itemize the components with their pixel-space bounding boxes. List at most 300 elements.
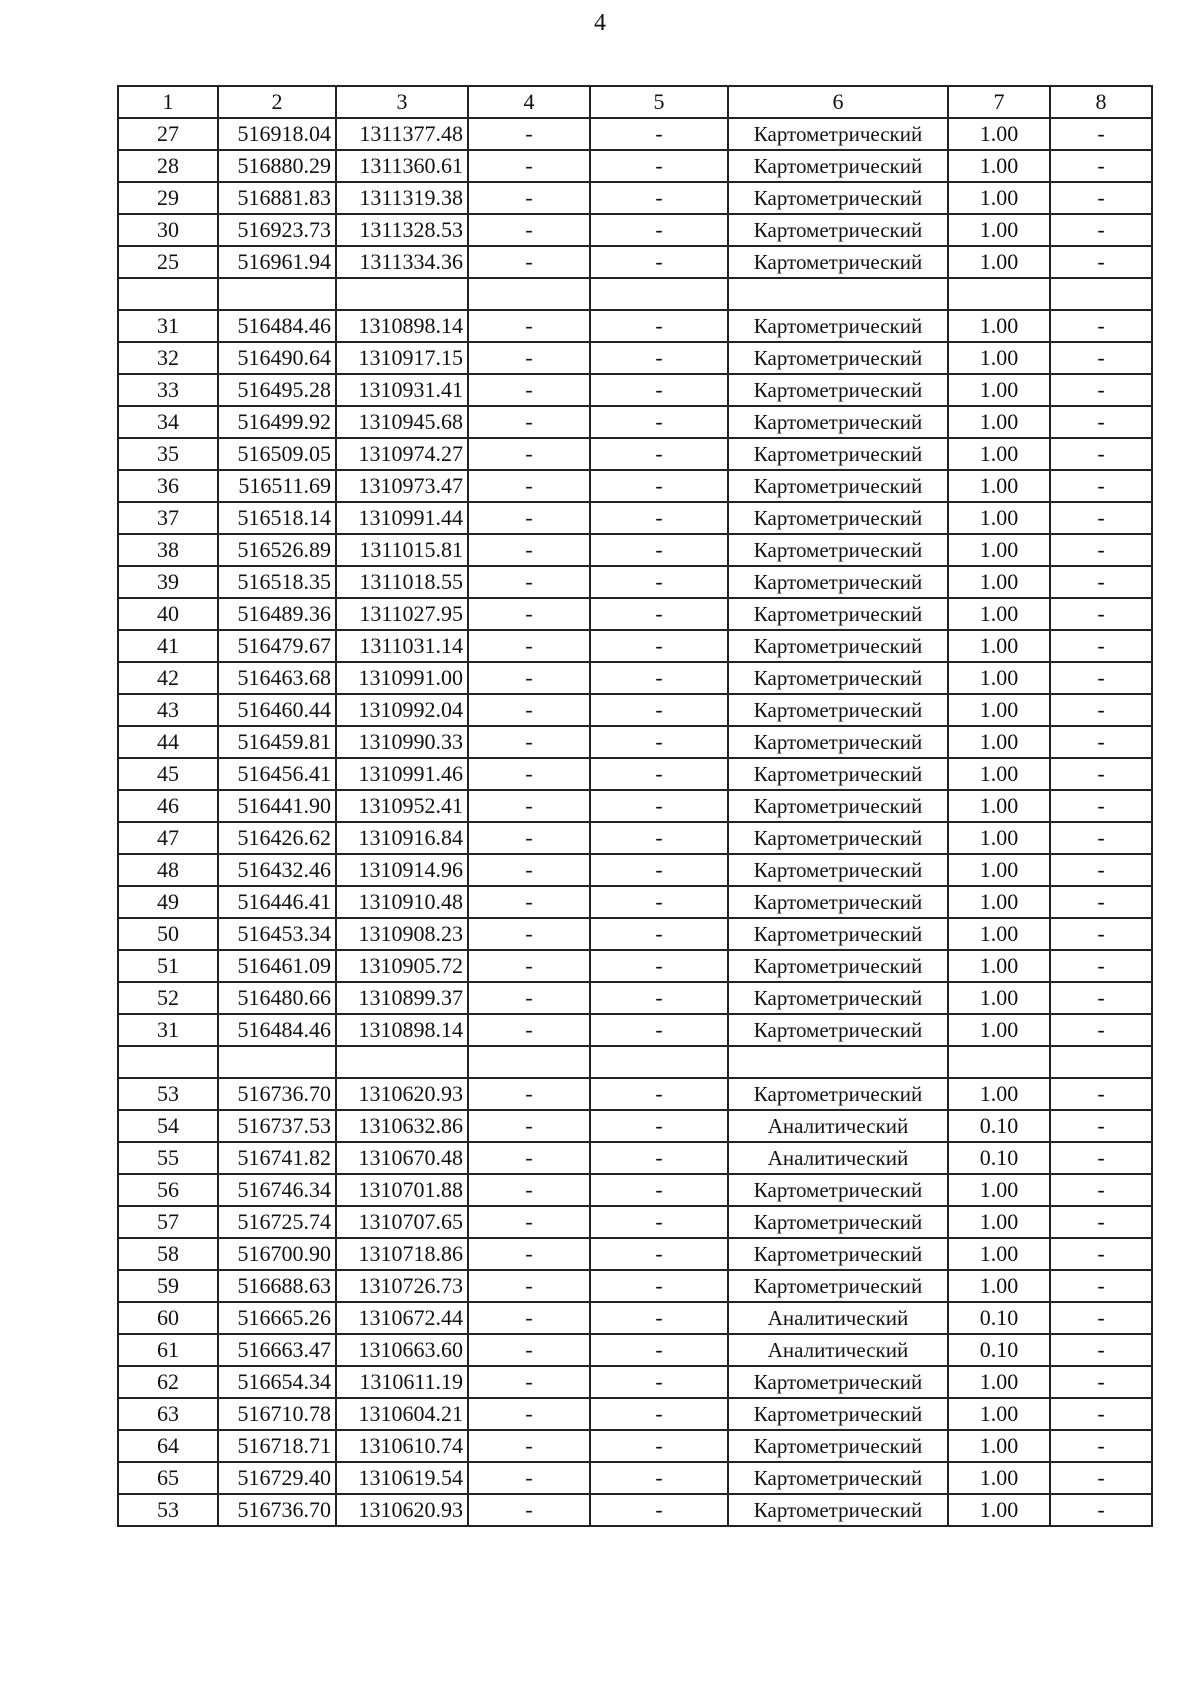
y-coordinate-cell: 1310726.73 [336,1270,468,1302]
column-8-cell: - [1050,534,1152,566]
column-header: 2 [218,86,336,118]
column-8-cell: - [1050,1366,1152,1398]
column-8-cell: - [1050,246,1152,278]
column-5-cell [590,278,728,310]
method-cell: Картометрический [728,1462,948,1494]
x-coordinate-cell: 516518.35 [218,566,336,598]
x-coordinate-cell: 516746.34 [218,1174,336,1206]
x-coordinate-cell: 516490.64 [218,342,336,374]
accuracy-cell: 1.00 [948,502,1050,534]
accuracy-cell: 1.00 [948,662,1050,694]
column-8-cell [1050,1046,1152,1078]
column-4-cell: - [468,310,590,342]
column-5-cell: - [590,1270,728,1302]
accuracy-cell: 1.00 [948,1430,1050,1462]
point-number-cell: 60 [118,1302,218,1334]
column-5-cell: - [590,1398,728,1430]
column-8-cell: - [1050,150,1152,182]
accuracy-cell: 1.00 [948,726,1050,758]
table-row [118,1206,1152,1238]
column-8-cell: - [1050,1110,1152,1142]
accuracy-cell: 1.00 [948,1270,1050,1302]
column-4-cell: - [468,630,590,662]
x-coordinate-cell: 516665.26 [218,1302,336,1334]
x-coordinate-cell: 516518.14 [218,502,336,534]
column-5-cell: - [590,406,728,438]
x-coordinate-cell [218,1046,336,1078]
y-coordinate-cell: 1310663.60 [336,1334,468,1366]
y-coordinate-cell: 1310992.04 [336,694,468,726]
table-row [118,822,1152,854]
accuracy-cell [948,1046,1050,1078]
point-number-cell: 58 [118,1238,218,1270]
x-coordinate-cell: 516441.90 [218,790,336,822]
table-row [118,886,1152,918]
column-4-cell: - [468,342,590,374]
accuracy-cell: 1.00 [948,854,1050,886]
column-4-cell: - [468,886,590,918]
table-row [118,374,1152,406]
method-cell: Картометрический [728,246,948,278]
column-8-cell: - [1050,822,1152,854]
point-number-cell: 41 [118,630,218,662]
accuracy-cell: 1.00 [948,758,1050,790]
column-4-cell: - [468,470,590,502]
accuracy-cell: 1.00 [948,438,1050,470]
accuracy-cell: 0.10 [948,1110,1050,1142]
method-cell: Картометрический [728,406,948,438]
method-cell [728,1046,948,1078]
y-coordinate-cell: 1310991.46 [336,758,468,790]
point-number-cell: 40 [118,598,218,630]
y-coordinate-cell: 1310908.23 [336,918,468,950]
column-header: 5 [590,86,728,118]
column-5-cell: - [590,950,728,982]
accuracy-cell: 1.00 [948,1398,1050,1430]
column-4-cell: - [468,1302,590,1334]
method-cell: Картометрический [728,662,948,694]
y-coordinate-cell: 1310672.44 [336,1302,468,1334]
x-coordinate-cell: 516453.34 [218,918,336,950]
accuracy-cell: 1.00 [948,982,1050,1014]
table-row [118,726,1152,758]
column-5-cell [590,1046,728,1078]
accuracy-cell: 1.00 [948,374,1050,406]
column-header: 1 [118,86,218,118]
y-coordinate-cell: 1311319.38 [336,182,468,214]
table-row [118,854,1152,886]
column-8-cell: - [1050,1302,1152,1334]
accuracy-cell: 1.00 [948,1078,1050,1110]
column-5-cell: - [590,982,728,1014]
point-number-cell: 25 [118,246,218,278]
column-4-cell: - [468,822,590,854]
accuracy-cell: 1.00 [948,918,1050,950]
table-row [118,310,1152,342]
point-number-cell [118,278,218,310]
x-coordinate-cell: 516463.68 [218,662,336,694]
method-cell: Картометрический [728,1078,948,1110]
point-number-cell: 59 [118,1270,218,1302]
method-cell: Картометрический [728,1174,948,1206]
table-row [118,918,1152,950]
y-coordinate-cell: 1310952.41 [336,790,468,822]
method-cell: Картометрический [728,118,948,150]
table-row [118,246,1152,278]
point-number-cell: 51 [118,950,218,982]
method-cell: Аналитический [728,1302,948,1334]
column-8-cell: - [1050,1398,1152,1430]
y-coordinate-cell: 1310931.41 [336,374,468,406]
table-row [118,502,1152,534]
column-5-cell: - [590,1206,728,1238]
column-4-cell: - [468,1366,590,1398]
column-8-cell: - [1050,182,1152,214]
x-coordinate-cell: 516880.29 [218,150,336,182]
column-4-cell: - [468,438,590,470]
accuracy-cell: 1.00 [948,246,1050,278]
point-number-cell: 52 [118,982,218,1014]
column-4-cell: - [468,1398,590,1430]
column-5-cell: - [590,598,728,630]
point-number-cell: 32 [118,342,218,374]
table-row [118,278,1152,310]
column-4-cell: - [468,854,590,886]
column-5-cell: - [590,438,728,470]
column-8-cell: - [1050,662,1152,694]
accuracy-cell: 1.00 [948,1366,1050,1398]
x-coordinate-cell [218,278,336,310]
point-number-cell: 53 [118,1494,218,1526]
x-coordinate-cell: 516432.46 [218,854,336,886]
column-5-cell: - [590,1014,728,1046]
column-8-cell: - [1050,950,1152,982]
accuracy-cell [948,278,1050,310]
column-8-cell: - [1050,1174,1152,1206]
x-coordinate-cell: 516461.09 [218,950,336,982]
y-coordinate-cell: 1311018.55 [336,566,468,598]
method-cell: Картометрический [728,598,948,630]
table-row [118,1302,1152,1334]
column-8-cell [1050,278,1152,310]
column-8-cell: - [1050,598,1152,630]
header-row [118,86,1152,118]
table-row [118,118,1152,150]
accuracy-cell: 1.00 [948,566,1050,598]
column-8-cell: - [1050,1142,1152,1174]
x-coordinate-cell: 516881.83 [218,182,336,214]
x-coordinate-cell: 516511.69 [218,470,336,502]
point-number-cell: 48 [118,854,218,886]
method-cell: Картометрический [728,1238,948,1270]
column-4-cell: - [468,662,590,694]
method-cell: Аналитический [728,1142,948,1174]
column-4-cell [468,278,590,310]
column-8-cell: - [1050,502,1152,534]
table-row [118,1110,1152,1142]
y-coordinate-cell: 1310974.27 [336,438,468,470]
point-number-cell: 29 [118,182,218,214]
x-coordinate-cell: 516654.34 [218,1366,336,1398]
y-coordinate-cell: 1310619.54 [336,1462,468,1494]
column-4-cell: - [468,790,590,822]
y-coordinate-cell: 1310707.65 [336,1206,468,1238]
y-coordinate-cell: 1310945.68 [336,406,468,438]
column-5-cell: - [590,310,728,342]
x-coordinate-cell: 516923.73 [218,214,336,246]
column-4-cell: - [468,950,590,982]
column-header: 7 [948,86,1050,118]
x-coordinate-cell: 516736.70 [218,1078,336,1110]
column-4-cell: - [468,694,590,726]
column-8-cell: - [1050,1206,1152,1238]
method-cell: Картометрический [728,790,948,822]
x-coordinate-cell: 516741.82 [218,1142,336,1174]
column-4-cell: - [468,918,590,950]
column-4-cell: - [468,502,590,534]
y-coordinate-cell: 1310620.93 [336,1078,468,1110]
column-4-cell: - [468,374,590,406]
method-cell: Картометрический [728,1430,948,1462]
table-row [118,182,1152,214]
column-8-cell: - [1050,1334,1152,1366]
column-4-cell: - [468,182,590,214]
method-cell: Картометрический [728,438,948,470]
method-cell: Картометрический [728,726,948,758]
point-number-cell: 44 [118,726,218,758]
method-cell: Картометрический [728,342,948,374]
y-coordinate-cell: 1310610.74 [336,1430,468,1462]
table-row [118,470,1152,502]
accuracy-cell: 1.00 [948,214,1050,246]
method-cell: Картометрический [728,1206,948,1238]
column-4-cell [468,1046,590,1078]
accuracy-cell: 1.00 [948,150,1050,182]
accuracy-cell: 1.00 [948,1238,1050,1270]
y-coordinate-cell: 1310991.44 [336,502,468,534]
x-coordinate-cell: 516480.66 [218,982,336,1014]
x-coordinate-cell: 516700.90 [218,1238,336,1270]
y-coordinate-cell: 1310701.88 [336,1174,468,1206]
column-5-cell: - [590,1366,728,1398]
column-8-cell: - [1050,1238,1152,1270]
column-5-cell: - [590,1430,728,1462]
coordinates-table [117,85,1153,1527]
method-cell: Картометрический [728,534,948,566]
method-cell: Картометрический [728,182,948,214]
column-5-cell: - [590,1078,728,1110]
y-coordinate-cell: 1311377.48 [336,118,468,150]
accuracy-cell: 0.10 [948,1334,1050,1366]
point-number-cell: 30 [118,214,218,246]
y-coordinate-cell: 1310914.96 [336,854,468,886]
point-number-cell: 27 [118,118,218,150]
y-coordinate-cell: 1310973.47 [336,470,468,502]
point-number-cell: 46 [118,790,218,822]
column-5-cell: - [590,1494,728,1526]
y-coordinate-cell: 1311328.53 [336,214,468,246]
column-5-cell: - [590,374,728,406]
column-4-cell: - [468,1334,590,1366]
column-8-cell: - [1050,374,1152,406]
table-row [118,214,1152,246]
accuracy-cell: 1.00 [948,1462,1050,1494]
table-row [118,150,1152,182]
y-coordinate-cell: 1310718.86 [336,1238,468,1270]
y-coordinate-cell: 1310990.33 [336,726,468,758]
point-number-cell: 63 [118,1398,218,1430]
method-cell: Картометрический [728,374,948,406]
method-cell: Аналитический [728,1110,948,1142]
method-cell: Картометрический [728,150,948,182]
method-cell: Картометрический [728,214,948,246]
column-5-cell: - [590,566,728,598]
column-5-cell: - [590,342,728,374]
column-5-cell: - [590,1174,728,1206]
x-coordinate-cell: 516495.28 [218,374,336,406]
y-coordinate-cell: 1311027.95 [336,598,468,630]
x-coordinate-cell: 516484.46 [218,310,336,342]
column-8-cell: - [1050,118,1152,150]
y-coordinate-cell: 1310632.86 [336,1110,468,1142]
accuracy-cell: 1.00 [948,598,1050,630]
column-5-cell: - [590,694,728,726]
column-8-cell: - [1050,342,1152,374]
x-coordinate-cell: 516456.41 [218,758,336,790]
x-coordinate-cell: 516509.05 [218,438,336,470]
column-8-cell: - [1050,406,1152,438]
column-header: 4 [468,86,590,118]
accuracy-cell: 1.00 [948,694,1050,726]
x-coordinate-cell: 516737.53 [218,1110,336,1142]
accuracy-cell: 1.00 [948,342,1050,374]
method-cell: Картометрический [728,822,948,854]
table-row [118,1270,1152,1302]
table-row [118,1046,1152,1078]
accuracy-cell: 1.00 [948,1206,1050,1238]
accuracy-cell: 1.00 [948,310,1050,342]
method-cell: Картометрический [728,854,948,886]
y-coordinate-cell: 1311031.14 [336,630,468,662]
accuracy-cell: 1.00 [948,950,1050,982]
point-number-cell: 57 [118,1206,218,1238]
table-row [118,534,1152,566]
column-4-cell: - [468,214,590,246]
column-5-cell: - [590,1238,728,1270]
point-number-cell: 62 [118,1366,218,1398]
point-number-cell: 54 [118,1110,218,1142]
column-8-cell: - [1050,918,1152,950]
point-number-cell: 34 [118,406,218,438]
x-coordinate-cell: 516489.36 [218,598,336,630]
x-coordinate-cell: 516729.40 [218,1462,336,1494]
accuracy-cell: 1.00 [948,118,1050,150]
column-5-cell: - [590,470,728,502]
column-8-cell: - [1050,886,1152,918]
accuracy-cell: 0.10 [948,1302,1050,1334]
table-row [118,662,1152,694]
column-5-cell: - [590,1142,728,1174]
table-row [118,1238,1152,1270]
column-8-cell: - [1050,1494,1152,1526]
table-row [118,598,1152,630]
table-row [118,1334,1152,1366]
column-4-cell: - [468,726,590,758]
method-cell: Картометрический [728,630,948,662]
table-row [118,1078,1152,1110]
method-cell: Картометрический [728,982,948,1014]
column-8-cell: - [1050,1078,1152,1110]
accuracy-cell: 1.00 [948,790,1050,822]
method-cell: Картометрический [728,310,948,342]
method-cell: Картометрический [728,502,948,534]
y-coordinate-cell: 1310991.00 [336,662,468,694]
x-coordinate-cell: 516718.71 [218,1430,336,1462]
x-coordinate-cell: 516710.78 [218,1398,336,1430]
column-4-cell: - [468,1462,590,1494]
point-number-cell [118,1046,218,1078]
column-5-cell: - [590,118,728,150]
y-coordinate-cell: 1310620.93 [336,1494,468,1526]
accuracy-cell: 1.00 [948,534,1050,566]
point-number-cell: 39 [118,566,218,598]
y-coordinate-cell: 1310916.84 [336,822,468,854]
point-number-cell: 45 [118,758,218,790]
column-8-cell: - [1050,854,1152,886]
method-cell: Картометрический [728,470,948,502]
y-coordinate-cell: 1311360.61 [336,150,468,182]
point-number-cell: 49 [118,886,218,918]
point-number-cell: 28 [118,150,218,182]
column-8-cell: - [1050,630,1152,662]
point-number-cell: 31 [118,310,218,342]
column-8-cell: - [1050,310,1152,342]
x-coordinate-cell: 516499.92 [218,406,336,438]
x-coordinate-cell: 516961.94 [218,246,336,278]
table-row [118,630,1152,662]
column-5-cell: - [590,214,728,246]
column-5-cell: - [590,822,728,854]
column-5-cell: - [590,534,728,566]
point-number-cell: 50 [118,918,218,950]
point-number-cell: 47 [118,822,218,854]
table-row [118,406,1152,438]
accuracy-cell: 1.00 [948,822,1050,854]
page-number: 4 [594,10,606,36]
column-4-cell: - [468,1206,590,1238]
table-row [118,790,1152,822]
table-row [118,566,1152,598]
column-5-cell: - [590,630,728,662]
method-cell: Картометрический [728,950,948,982]
column-4-cell: - [468,982,590,1014]
column-5-cell: - [590,150,728,182]
point-number-cell: 36 [118,470,218,502]
method-cell: Картометрический [728,1014,948,1046]
accuracy-cell: 1.00 [948,182,1050,214]
point-number-cell: 38 [118,534,218,566]
x-coordinate-cell: 516446.41 [218,886,336,918]
accuracy-cell: 1.00 [948,470,1050,502]
y-coordinate-cell: 1310898.14 [336,310,468,342]
method-cell: Картометрический [728,886,948,918]
accuracy-cell: 1.00 [948,1014,1050,1046]
table-row [118,438,1152,470]
method-cell [728,278,948,310]
point-number-cell: 42 [118,662,218,694]
y-coordinate-cell: 1311015.81 [336,534,468,566]
table-row [118,1014,1152,1046]
